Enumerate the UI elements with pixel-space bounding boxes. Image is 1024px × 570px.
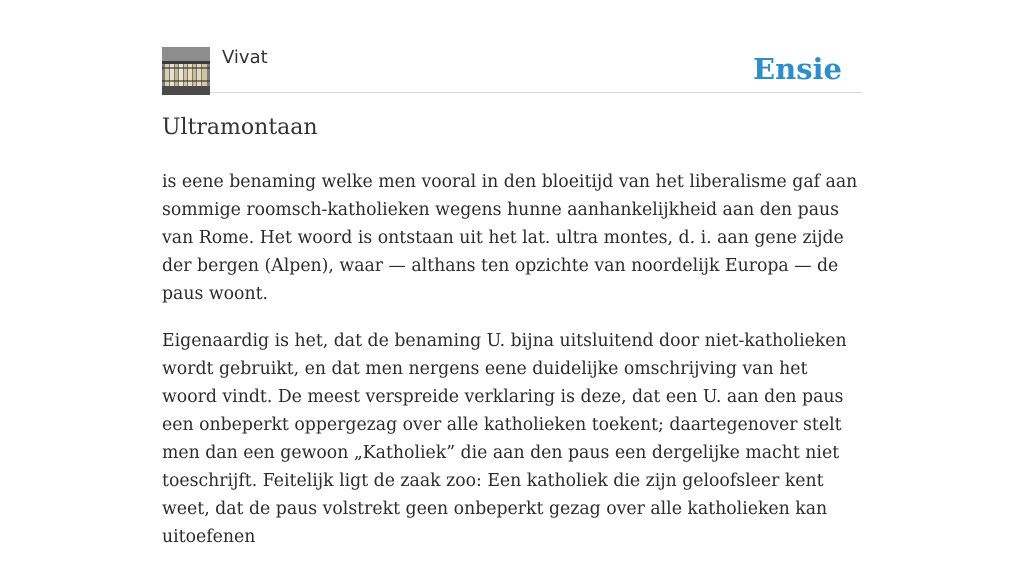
avatar-image [162, 47, 210, 95]
header [162, 44, 862, 93]
entry-paragraph: Eigenaardig is het, dat de benaming U. bijna uitsluitend door niet-katholieken wordt gebruikt, en dat men nergens eene duidelijke omschrijving van het woord vindt. De meest verspreide verklaring is deze, dat een U. aan den paus een onbeperkt oppergezag over alle katholieken toekent; daartegenover stelt men dan een gewoon „Katholiek” die aan den paus een dergelijke macht niet toeschrijft. Feitelijk ligt de zaak zoo: Een katholiek die zijn geloofsleer kent weet, dat de paus volstrekt geen onbeperkt gezag over alle katholieken kan uitoefenen [162, 331, 847, 547]
entry-title: Ultramontaan [162, 115, 318, 140]
ensie-logo-link[interactable]: Ensie [753, 52, 842, 86]
entry-body [162, 168, 866, 570]
book-spines-avatar-icon[interactable] [162, 47, 210, 95]
source-name[interactable]: Vivat [222, 47, 268, 68]
entry-paragraph: is eene benaming welke men vooral in den bloeitijd van het liberalisme gaf aan sommige roomsch-katholieken wegens hunne aanhankelijkheid aan den paus van Rome. Het woord is ontstaan uit het lat. ultra montes, d. i. aan gene zijde der bergen (Alpen), waar — althans ten opzichte van noordelijk Europa — de paus woont. [162, 172, 858, 304]
